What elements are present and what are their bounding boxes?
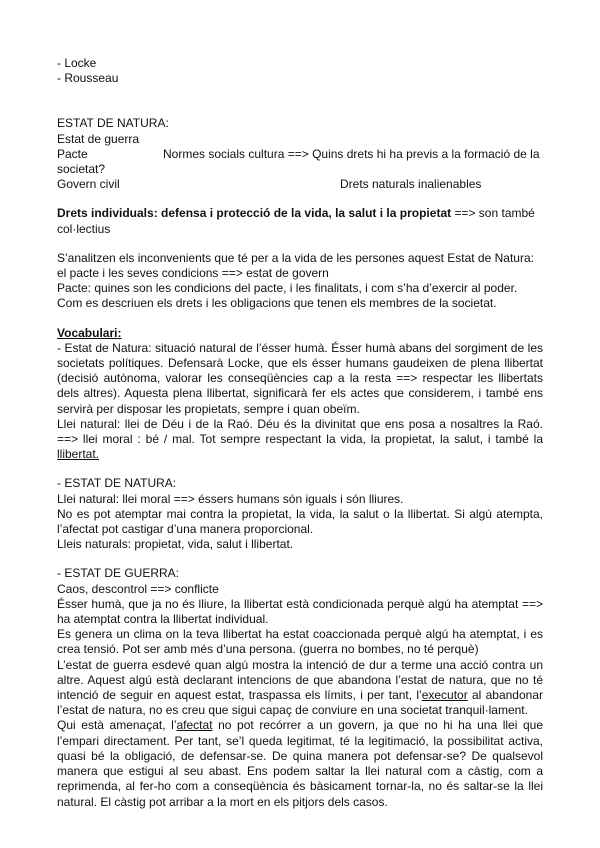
estat-guerra-paragraph-5 [57,718,543,809]
spacer [57,192,543,206]
estat-guerra-paragraph-3: Es genera un clima on la teva llibertat ha estat coaccionada perquè algú ha atemptat, i es crea tensió. Pot ser amb més d’una persona. (guerra no bombes, no té perquè) [57,627,543,657]
drets-naturals-text: Drets naturals inalienables [340,177,482,192]
govern-civil-label: Govern civil [57,177,120,192]
analisi-paragraph-2: Pacte: quines son les condicions del pacte, i les finalitats, i com s’ha d’exercir al poder. [57,281,518,296]
drets-individuals-bold: Drets individuals: defensa i protecció de la vida, la salut i la propietat [57,206,452,221]
analisi-paragraph-3: Com es descriuen els drets i les obligacions que tenen els membres de la societat. [57,296,497,311]
analisi-paragraph-1: S’analitzen els inconvenients que té per a la vida de les persones aquest Estat de Natura: el pacte i les seves condicions ==> estat de govern [57,250,534,280]
estat-guerra-p4-text-b: al abandonar l’estat de natura, no es creu que sigui capaç de conviure en una societat tranquil·lament. [57,688,543,718]
vocabulari-paragraph-1: - Estat de Natura: situació natural de l’ésser humà. Ésser humà abans del sorgiment de les societats polítiques. Defensarà Locke, que els ésser humans gaudeixen de plena llibertat (decisió autònoma, valorar les conseqüències cap a la resta ==> respectar les llibertats dels altres). Aquesta plena llibertat, significarà fer els actes que considerem, i també ens servirà per disposar les propietats, sempre i quan obeïm. [57,340,543,416]
societat-line: societat? [57,162,106,176]
estat-guerra-line: Estat de guerra [57,131,140,146]
spacer [57,86,543,116]
estat-natura-paragraph-2: No es pot atemptar mai contra la propietat, la vida, la salut o la llibertat. Si algú atempta, l’afectat pot castigar d’una manera proporcional. [57,506,543,537]
estat-natura-section-heading: - ESTAT DE NATURA: [57,476,177,491]
drets-individuals-rest: ==> son també col·lectius [57,206,535,236]
intro-line-locke: - Locke [57,56,97,70]
estat-guerra-section-heading: - ESTAT DE GUERRA: [57,566,180,581]
spacer [57,237,543,251]
llei-natural-text: Llei natural: llei de Déu i de la Raó. Déu és la divinitat que ens posa a nosaltres la Raó. ==> llei moral : bé / mal. Tot sempre respectant la vida, la propietat, la salut, i també la [57,416,543,447]
document-page [57,56,543,810]
drets-individuals-paragraph [57,206,543,236]
spacer [57,462,543,476]
spacer [57,312,543,326]
estat-natura-paragraph-1: Llei natural: llei moral ==> éssers humans són iguals i són lliures. [57,491,404,506]
estat-guerra-p4-text-a: L’estat de guerra esdevé quan algú mostra la intenció de dur a terme una acció contra un altre. Aquest algú està declarant intencions de que abandona l’estat de natura, que no té intenció de seguir en aquest estat, traspassa els límits, i per tant, l’ [57,657,543,703]
estat-guerra-paragraph-4 [57,658,543,719]
spacer [57,552,543,566]
afectat-underlined: afectat [176,718,213,733]
estat-guerra-paragraph-2: Ésser humà, que ja no és lliure, la llibertat està condicionada perquè algú ha atemptat ==> ha atemptat contra la llibertat individual. [57,596,543,627]
govern-civil-row [57,177,543,192]
estat-natura-heading: ESTAT DE NATURA: [57,116,169,131]
vocabulari-heading: Vocabulari: [57,325,122,340]
llibertat-underlined: llibertat. [57,447,100,462]
estat-guerra-p5-text-a: Qui està amenaçat, l’ [57,718,177,733]
pacte-row [57,147,543,162]
estat-guerra-paragraph-1: Caos, descontrol ==> conflicte [57,581,219,596]
normes-socials-text: Normes socials cultura ==> Quins drets hi ha previs a la formació de la [163,146,540,161]
pacte-label: Pacte [57,146,88,161]
estat-natura-paragraph-3: Lleis naturals: propietat, vida, salut i llibertat. [57,537,294,552]
intro-line-rousseau: - Rousseau [57,71,119,86]
estat-guerra-p5-text-b: no pot recórrer a un govern, ja que no hi ha una llei que l’empari directament. Per tant, se’l queda legitimat, té la legitimació, la possibilitat activa, quasi bé la obligació, de defensar-se. De quina manera pot defensar-se? De qualsevol manera que estigui al seu abast. Ens podem saltar la llei natural com a càstig, com a reprimenda, al fer-ho com a conseqüència és bàsicament tornar-la, no és saltar-se la llei natural. El càstig pot arribar a la mort en els pitjors dels casos. [57,718,543,809]
vocabulari-paragraph-2 [57,417,543,463]
executor-underlined: executor [421,688,468,703]
